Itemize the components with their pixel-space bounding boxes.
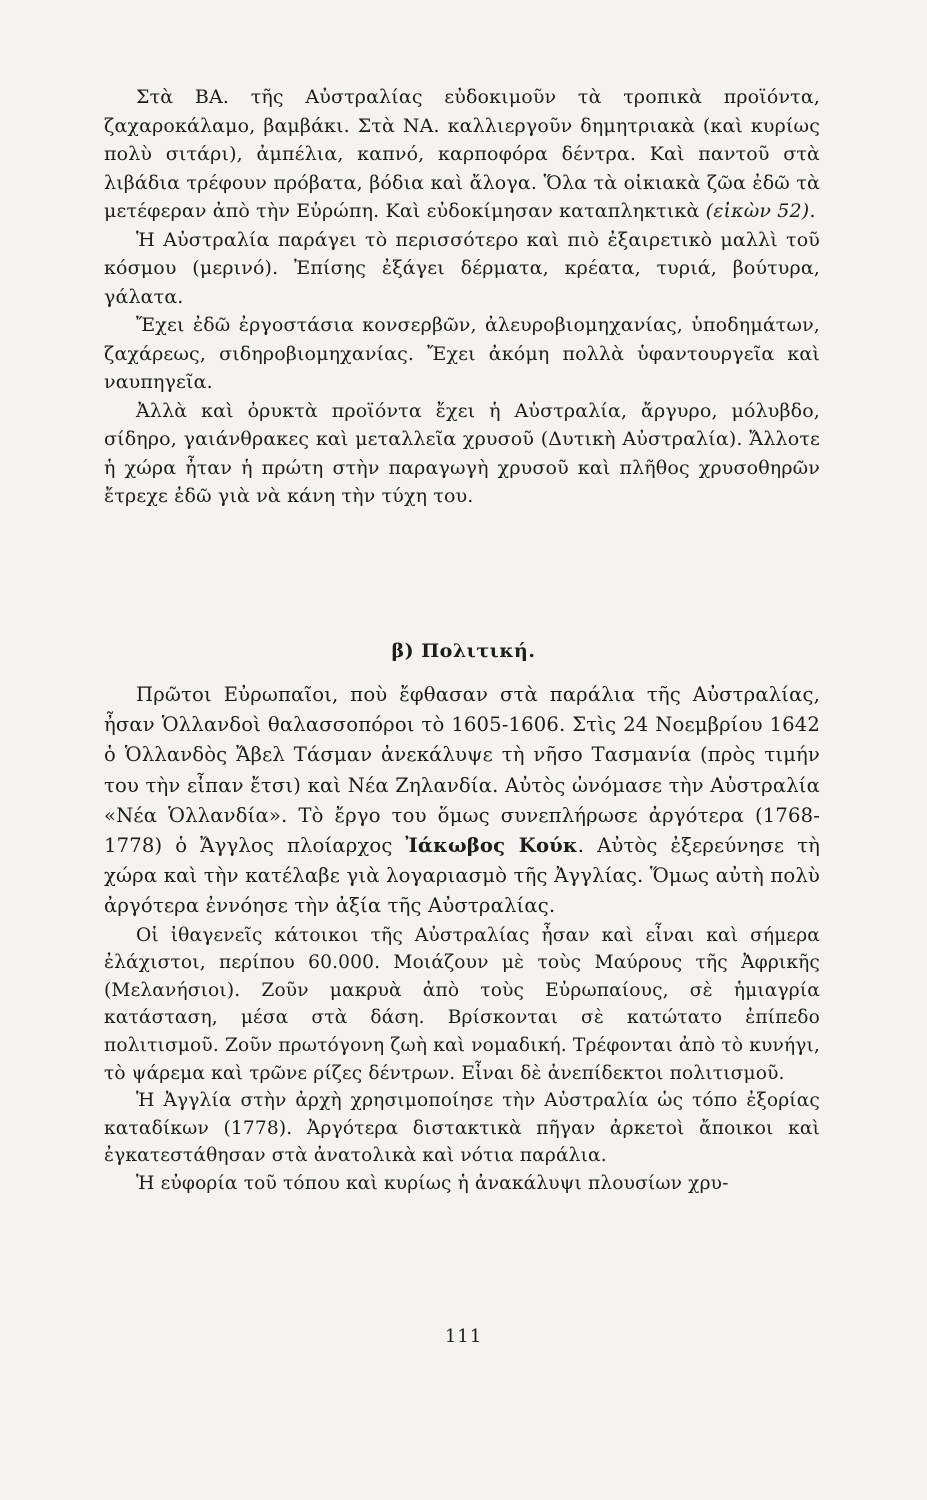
figure-reference: (εἰκὼν 52) (705, 200, 810, 222)
section-heading: β) Πολιτική. (391, 640, 536, 662)
paragraph-natives: Οἱ ἰθαγενεῖς κάτοικοι τῆς Αὐστραλίας ἦσαν καὶ εἶναι καὶ σήμερα ἐλάχιστοι, περίπου 60.000. Μοιάζουν μὲ τοὺς Μαύρους τῆς Ἀφρικῆς (Μελανήσιοι). Ζοῦν μακρυὰ ἀπὸ τοὺς Εὐρωπαίους, σὲ ἡμιαγρία κατάσταση, μέσα στὰ δάση. Βρίσκονται σὲ κατώτατο ἐπίπεδο πολιτισμοῦ. Ζοῦν πρωτόγονη ζωὴ καὶ νομαδική. Τρέφονται ἀπὸ τὸ κυνήγι, τὸ ψάρεμα καὶ τρῶνε ρίζες δέντρων. Εἶναι δὲ ἀνεπίδεκτοι πολιτισμοῦ. (104, 924, 820, 1084)
paragraph-text-end: . Αὐτὸς ἐξερεύνησε τὴ χώρα καὶ τὴν κατέλαβε γιὰ λογαριασμὸ τῆς Ἀγγλίας. Ὅμως αὐτὴ πολὺ ἀργότερα ἐννόησε τὴν ἀξία τῆς Αὐστραλίας. (104, 834, 820, 918)
paragraph-text: Στὰ ΒΑ. τῆς Αὐστραλίας εὐδοκιμοῦν τὰ τροπικὰ προϊόντα, ζαχαροκάλαμο, βαμβάκι. Στὰ ΝΑ. καλλιεργοῦν δημητριακὰ (καὶ κυρίως πολὺ σιτάρι), ἀμπέλια, καπνό, καρποφόρα δέντρα. Καὶ παντοῦ στὰ λιβάδια τρέφουν πρόβατα, βόδια καὶ ἄλογα. Ὅλα τὰ οἰκιακὰ ζῶα ἐδῶ τὰ μετέφεραν ἀπὸ τὴν Εὐρώπη. Καὶ εὐδοκίμησαν καταπληκτικὰ (104, 86, 820, 222)
paragraph-wool: Ἡ Αὐστραλία παράγει τὸ περισσότερο καὶ πιὸ ἐξαιρετικὸ μαλλὶ τοῦ κόσμου (μερινό). Ἐπίσης ἐξάγει δέρματα, κρέατα, τυριά, βούτυρα, γάλατα. (104, 228, 820, 308)
politics-continued (104, 922, 820, 1198)
page-number: 111 (444, 1326, 483, 1347)
paragraph-text: Πρῶτοι Εὐρωπαῖοι, ποὺ ἔφθασαν στὰ παράλια τῆς Αὐστραλίας, ἦσαν Ὁλλανδοὶ θαλασσοπόροι τὸ 1605-1606. Στὶς 24 Νοεμβρίου 1642 ὁ Ὁλλανδὸς Ἄβελ Τάσμαν ἀνεκάλυψε τὴ νῆσο Τασμανία (πρὸς τιμήν του τὴν εἶπαν ἔτσι) καὶ Νέα Ζηλανδία. Αὐτὸς ὠνόμασε τὴν Αὐστραλία «Νέα Ὁλλανδία». Τὸ ἔργο του ὅμως συνεπλήρωσε ἀργότερα (1768-1778) ὁ Ἄγγλος πλοίαρχος (104, 683, 820, 858)
products-section (104, 83, 820, 511)
paragraph-agriculture (104, 83, 820, 226)
bold-name: Ἰάκωβος Κούκ (405, 834, 578, 858)
paragraph-gold: Ἡ εὐφορία τοῦ τόπου καὶ κυρίως ἡ ἀνακάλυψι πλουσίων χρυ- (136, 1172, 729, 1194)
paragraph-industry: Ἔχει ἐδῶ ἐργοστάσια κονσερβῶν, ἀλευροβιομηχανίας, ὑποδημάτων, ζαχάρεως, σιδηροβιομηχανίας. Ἔχει ἀκόμη πολλὰ ὑφαντουργεῖα καὶ ναυπηγεῖα. (104, 314, 820, 393)
politics-section (104, 680, 820, 1198)
paragraph-minerals: Ἀλλὰ καὶ ὀρυκτὰ προϊόντα ἔχει ἡ Αὐστραλία, ἄργυρο, μόλυβδο, σίδηρο, γαιάνθρακες καὶ μεταλλεῖα χρυσοῦ (Δυτικὴ Αὐστραλία). Ἄλλοτε ἡ χώρα ἦταν ἡ πρώτη στὴν παραγωγὴ χρυσοῦ καὶ πλῆθος χρυσοθηρῶν ἔτρεχε ἐδῶ γιὰ νὰ κάνη τὴν τύχη του. (104, 399, 820, 507)
paragraph-discovery (104, 680, 820, 922)
paragraph-text-end: . (809, 200, 816, 222)
paragraph-colony: Ἡ Ἀγγλία στὴν ἀρχὴ χρησιμοποίησε τὴν Αὐστραλία ὡς τόπο ἐξορίας καταδίκων (1778). Ἀργότερα διστακτικὰ πῆγαν ἀρκετοὶ ἄποικοι καὶ ἐγκατεστάθησαν στὰ ἀνατολικὰ καὶ νότια παράλια. (104, 1090, 820, 1167)
